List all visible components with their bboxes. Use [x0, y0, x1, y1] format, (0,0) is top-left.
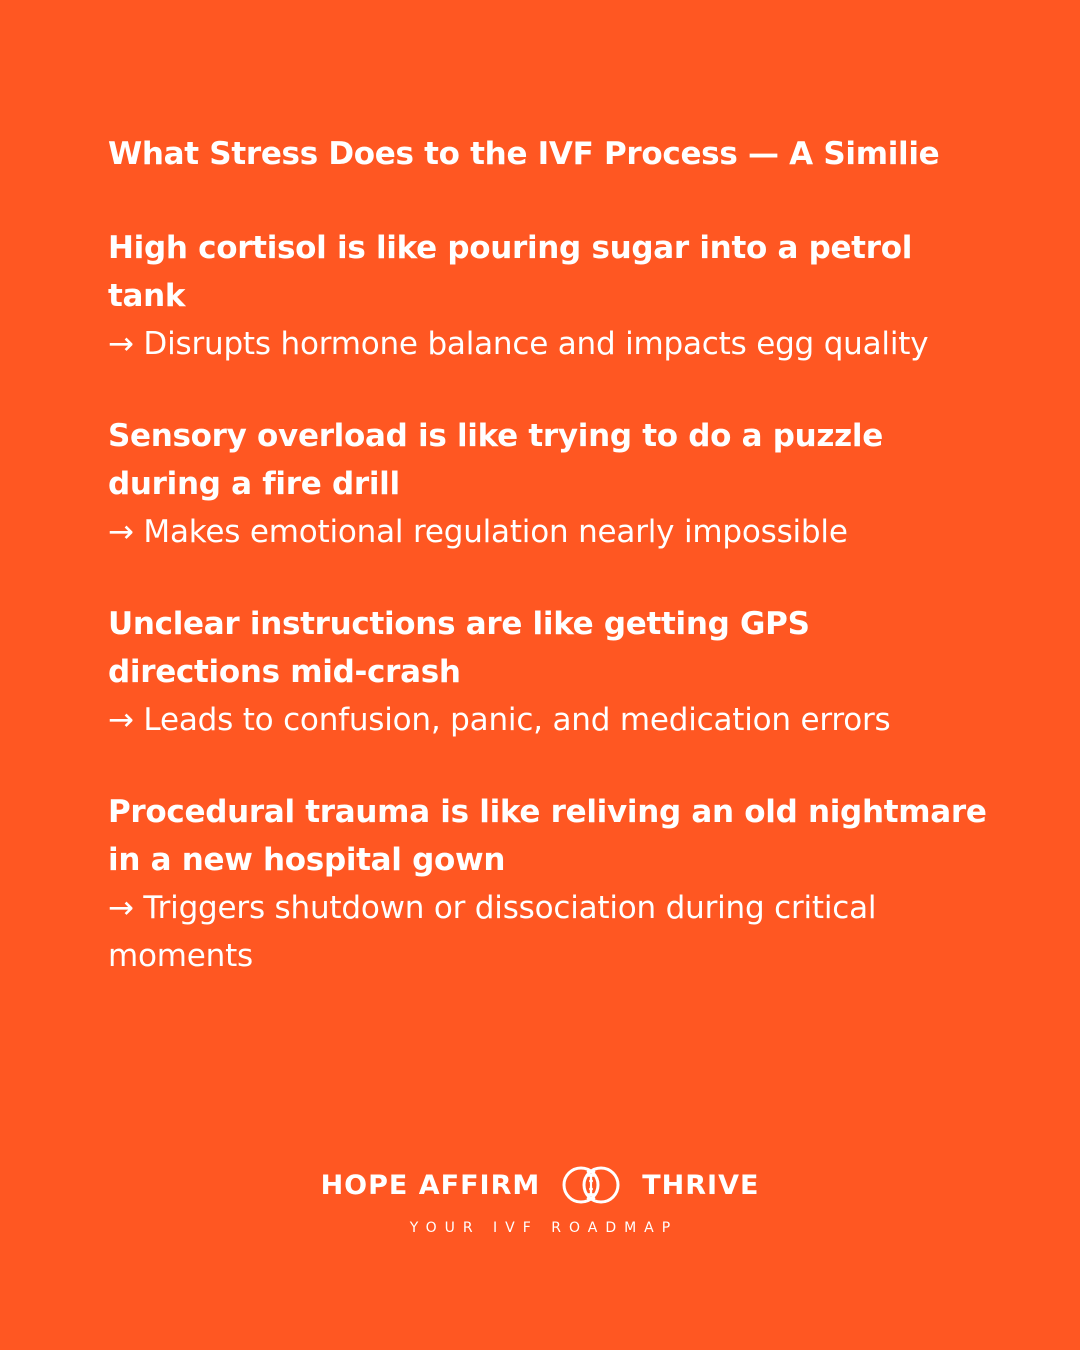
item-heading: High cortisol is like pouring sugar into a petrol tank — [108, 230, 913, 314]
item-heading: Unclear instructions are like getting GPS directions mid-crash — [108, 606, 810, 690]
brand-footer — [0, 1162, 1080, 1236]
list-item — [108, 600, 988, 744]
brand-tagline: YOUR IVF ROADMAP — [409, 1220, 679, 1236]
item-heading: Sensory overload is like trying to do a puzzle during a fire drill — [108, 418, 883, 502]
list-item — [108, 412, 988, 556]
item-effect: → Leads to confusion, panic, and medication errors — [108, 702, 891, 738]
list-item — [108, 788, 988, 980]
interlocking-rings-dna-icon — [558, 1164, 624, 1206]
page-title: What Stress Does to the IVF Process — A Similie — [108, 136, 940, 172]
item-effect: → Disrupts hormone balance and impacts egg quality — [108, 326, 929, 362]
content-column — [108, 128, 988, 1024]
list-item — [108, 224, 988, 368]
item-heading: Procedural trauma is like reliving an old nightmare in a new hospital gown — [108, 794, 987, 878]
brand-logo-row — [321, 1162, 760, 1208]
item-effect: → Makes emotional regulation nearly impossible — [108, 514, 848, 550]
brand-right-word: THRIVE — [642, 1169, 760, 1201]
item-effect: → Triggers shutdown or dissociation during critical moments — [108, 890, 877, 974]
brand-left-word: HOPE AFFIRM — [320, 1169, 541, 1201]
